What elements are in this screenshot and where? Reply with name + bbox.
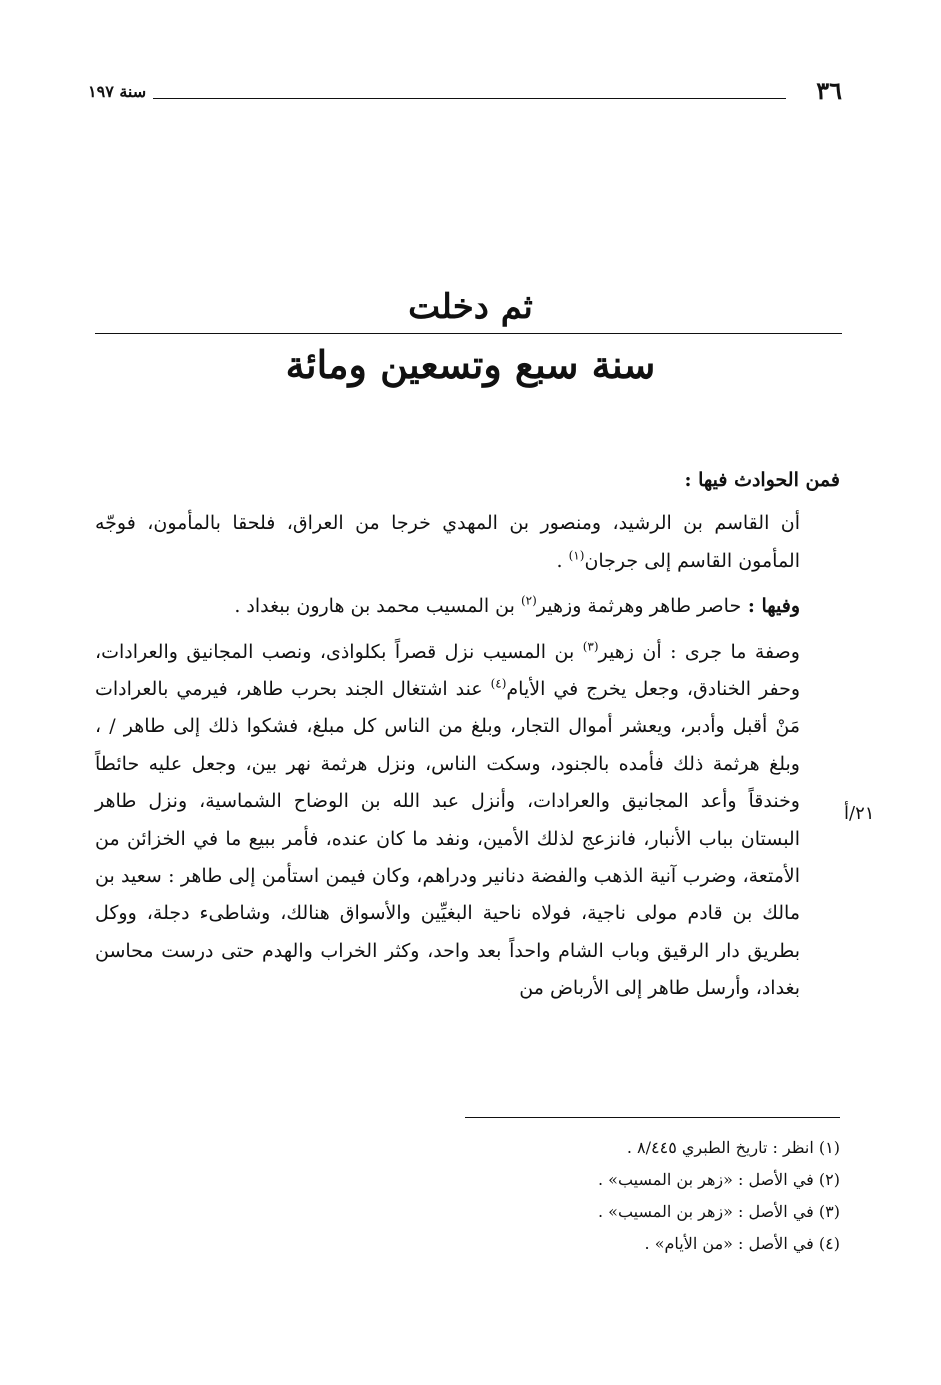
footnote-3: (٣) في الأصل : «زهر بن المسيب» . (597, 1202, 840, 1221)
paragraph-3-text-b: بن المسيب نزل قصراً بكلواذى، ونصب المجانيق والعرادات، وحفر الخنادق، وجعل يخرج في الأيام (95, 640, 800, 701)
body-text (95, 462, 840, 1008)
footnote-2: (٢) في الأصل : «زهر بن المسيب» . (597, 1170, 840, 1189)
footnote-rule (465, 1117, 840, 1118)
paragraph-2-text-b: بن المسيب محمد بن هارون ببغداد . (234, 595, 521, 618)
paragraph-3 (95, 634, 840, 1008)
footnote-ref-4[interactable]: (٤) (490, 676, 507, 691)
footnote-1: (١) انظر : تاريخ الطبري ٨/٤٤٥ . (626, 1138, 840, 1157)
footnote-ref-2[interactable]: (٢) (520, 593, 537, 608)
paragraph-3-text-a: وصفة ما جرى : أن زهير (598, 640, 800, 663)
title-rule (95, 333, 842, 334)
running-year-label: سنة ١٩٧ (88, 82, 147, 101)
chapter-title: سنة سبع وتسعين ومائة (285, 342, 656, 387)
paragraph-1-text: أن القاسم بن الرشيد، ومنصور بن المهدي خرجا من العراق، فلحقا بالمأمون، فوجّه المأمون القاسم إلى جرجان (95, 512, 800, 572)
footnote-ref-3[interactable]: (٣) (582, 639, 599, 654)
margin-folio-reference: ٢١/أ (844, 803, 875, 824)
footnote-ref-1[interactable]: (١) (568, 548, 585, 563)
chapter-pre-title: ثم دخلت (408, 287, 533, 327)
paragraph-1 (95, 505, 840, 580)
paragraph-2-text-a: حاصر طاهر وهرثمة وزهير (536, 595, 742, 618)
paragraph-2-lead: وفيها : (741, 595, 800, 618)
page-number: ٣٦ (816, 76, 842, 105)
paragraph-2 (95, 588, 840, 625)
paragraph-3-text-c: عند اشتغال الجند بحرب طاهر، فيرمي بالعرادات مَنْ أقبل وأدبر، ويعشر أموال التجار، وبلغ من الناس كل مبلغ، فشكوا ذلك إلى طاهر / ، وبلغ هرثمة ذلك فأمده بالجنود، وسكت الناس، ونزل هرثمة نهر بين، وجعل عليه حائطاً وخندقاً وأعد المجانيق والعرادات، وأنزل عبد الله بن الوضاح الشماسية، ونزل طاهر البستان بباب الأنبار، فانزعج لذلك الأمين، ونفد ما كان عنده، فأمر ببيع ما في الخزائن من الأمتعة، وضرب آنية الذهب والفضة دنانير ودراهم، وكان فيمن استأمن إلى طاهر : سعيد بن مالك بن قادم مولى ناجية، فولاه ناحية البغيِّين والأسواق هنالك، وشاطىء دجلة، ووكل بطريق دار الرقيق وباب الشام واحداً بعد واحد، وكثر الخراب والهدم حتى درست محاسن بغداد، وأرسل طاهر إلى الأرباض من (95, 678, 800, 1000)
running-header (88, 76, 842, 108)
events-heading: فمن الحوادث فيها : (684, 469, 840, 491)
paragraph-1-end: . (556, 549, 569, 572)
footnote-4: (٤) في الأصل : «من الأيام» . (644, 1234, 840, 1253)
footnotes (420, 1132, 840, 1260)
header-rule (153, 98, 786, 99)
